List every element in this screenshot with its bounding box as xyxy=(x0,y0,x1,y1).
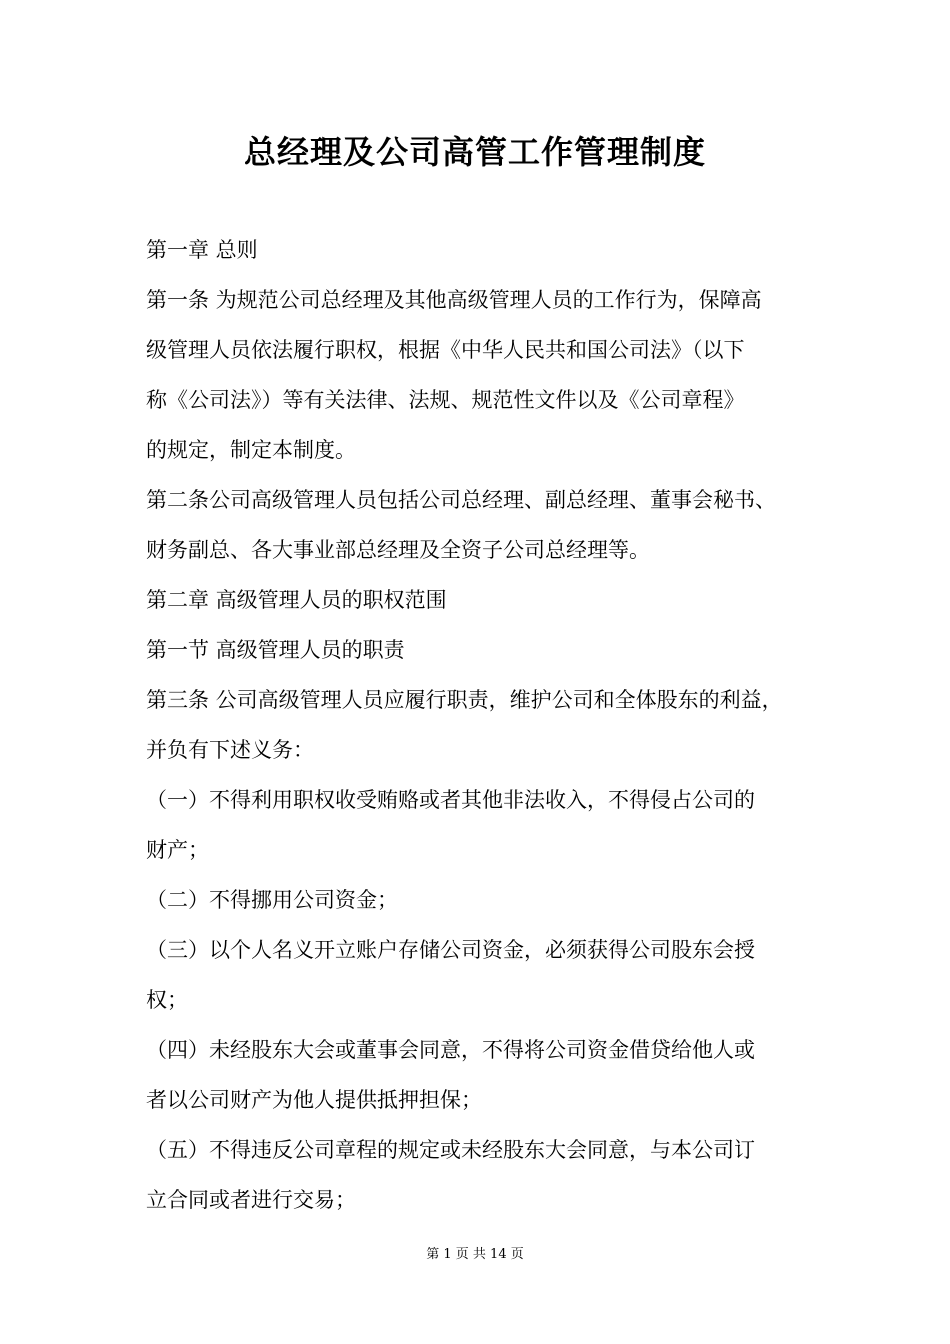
paragraph-line: （一）不得利用职权收受贿赂或者其他非法收入，不得侵占公司的 xyxy=(146,788,755,812)
paragraph-line: 第一章 总则 xyxy=(146,238,258,262)
paragraph-line: （二）不得挪用公司资金； xyxy=(146,888,398,912)
paragraph-line: 第三条 公司高级管理人员应履行职责，维护公司和全体股东的利益， xyxy=(146,688,783,712)
paragraph-line: 并负有下述义务： xyxy=(146,738,314,762)
paragraph-line: 立合同或者进行交易； xyxy=(146,1188,356,1212)
paragraph-line: 称《公司法》）等有关法律、法规、规范性文件以及《公司章程》 xyxy=(146,388,745,412)
document-title: 总经理及公司高管工作管理制度 xyxy=(243,133,706,171)
paragraph-line: 的规定，制定本制度。 xyxy=(146,438,356,462)
document-body xyxy=(146,230,826,1230)
paragraph-line: 第二条公司高级管理人员包括公司总经理、副总经理、董事会秘书、 xyxy=(146,488,776,512)
paragraph-line: 第一节 高级管理人员的职责 xyxy=(146,638,405,662)
paragraph-line: （三）以个人名义开立账户存储公司资金，必须获得公司股东会授 xyxy=(146,938,755,962)
paragraph-line: （五）不得违反公司章程的规定或未经股东大会同意，与本公司订 xyxy=(146,1138,755,1162)
paragraph-line: 级管理人员依法履行职权，根据《中华人民共和国公司法》（以下 xyxy=(146,338,745,362)
paragraph-line: 者以公司财产为他人提供抵押担保； xyxy=(146,1088,482,1112)
paragraph-line: 财产； xyxy=(146,838,209,862)
paragraph-line: （四）未经股东大会或董事会同意，不得将公司资金借贷给他人或 xyxy=(146,1038,755,1062)
paragraph-line: 第一条 为规范公司总经理及其他高级管理人员的工作行为，保障高 xyxy=(146,288,762,312)
paragraph-line: 财务副总、各大事业部总经理及全资子公司总经理等。 xyxy=(146,538,650,562)
page-footer: 第 1 页 共 14 页 xyxy=(426,1247,524,1262)
paragraph-line: 权； xyxy=(146,988,188,1012)
paragraph-line: 第二章 高级管理人员的职权范围 xyxy=(146,588,447,612)
